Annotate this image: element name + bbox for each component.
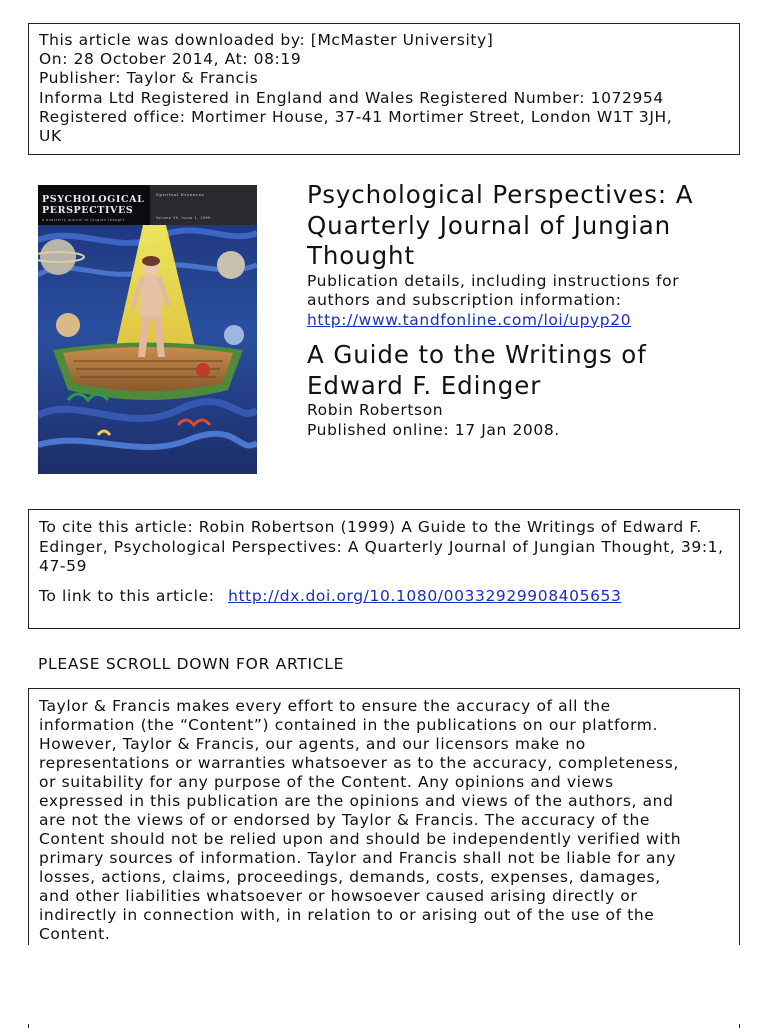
- disclaimer-line: However, Taylor & Francis, our agents, and our licensors make no: [39, 735, 586, 753]
- download-notice-line: Registered office: Mortimer House, 37-41 Mortimer Street, London W1T 3JH,: [39, 107, 673, 126]
- disclaimer-line: Content should not be relied upon and should be independently verified with: [39, 830, 682, 848]
- download-notice-line: On: 28 October 2014, At: 08:19: [39, 50, 302, 69]
- download-notice-line: UK: [39, 127, 62, 146]
- cover-subtitle: a quarterly journal of Jungian thought: [42, 218, 125, 222]
- publication-details-line: authors and subscription information:: [307, 291, 622, 309]
- citation-line: Edinger, Psychological Perspectives: A Quarterly Journal of Jungian Thought, 39:1,: [39, 537, 724, 556]
- citation-line: 47-59: [39, 557, 88, 575]
- scroll-down-note: PLEASE SCROLL DOWN FOR ARTICLE: [38, 655, 345, 673]
- disclaimer-line: and other liabilities whatsoever or howsoever caused arising directly or: [39, 887, 638, 905]
- cover-title-line1: PSYCHOLOGICAL: [42, 194, 145, 205]
- page-bottom-cutoff: [0, 945, 768, 1024]
- disclaimer-line: expressed in this publication are the opinions and views of the authors, and: [39, 792, 674, 810]
- article-title-line: A Guide to the Writings of: [307, 340, 647, 369]
- journal-info: [307, 180, 747, 440]
- disclaimer-line: are not the views of or endorsed by Taylor & Francis. The accuracy of the: [39, 811, 651, 829]
- disclaimer-line: Content.: [39, 925, 111, 943]
- disclaimer-line: Taylor & Francis makes every effort to ensure the accuracy of all the: [39, 697, 611, 715]
- article-title-line: Edward F. Edinger: [307, 370, 542, 400]
- download-notice-line: This article was downloaded by: [McMaster University]: [39, 31, 494, 49]
- journal-title-line: Thought: [307, 241, 415, 270]
- publication-details-line: Publication details, including instructions for: [307, 271, 680, 290]
- journal-cover-image: [38, 185, 257, 474]
- cover-issue-info: Volume 39, Issue 1, 1999: [156, 216, 211, 220]
- citation-box: [28, 509, 740, 629]
- doi-link[interactable]: http://dx.doi.org/10.1080/00332929908405653: [228, 586, 622, 605]
- download-notice-line: Publisher: Taylor & Francis: [39, 69, 259, 88]
- link-label: To link to this article:: [39, 586, 215, 605]
- journal-title-line: Psychological Perspectives: A: [307, 180, 694, 209]
- citation-line: To cite this article: Robin Robertson (1999) A Guide to the Writings of Edward F.: [39, 518, 702, 536]
- cover-issue-label: Spiritual Essences: [156, 192, 205, 197]
- published-date: Published online: 17 Jan 2008.: [307, 420, 560, 439]
- disclaimer-line: primary sources of information. Taylor and Francis shall not be liable for any: [39, 849, 677, 867]
- article-author: Robin Robertson: [307, 401, 444, 419]
- disclaimer-line: information (the “Content”) contained in the publications on our platform.: [39, 716, 659, 734]
- journal-url-link[interactable]: http://www.tandfonline.com/loi/upyp20: [307, 310, 632, 329]
- disclaimer-line: or suitability for any purpose of the Content. Any opinions and views: [39, 773, 614, 791]
- journal-title-line: Quarterly Journal of Jungian: [307, 210, 672, 240]
- disclaimer-line: indirectly in connection with, in relation to or arising out of the use of the: [39, 906, 655, 924]
- download-notice-line: Informa Ltd Registered in England and Wales Registered Number: 1072954: [39, 88, 664, 107]
- cover-title-line2: PERSPECTIVES: [42, 205, 134, 216]
- disclaimer-line: losses, actions, claims, proceedings, demands, costs, expenses, damages,: [39, 868, 661, 886]
- disclaimer-line: representations or warranties whatsoever as to the accuracy, completeness,: [39, 754, 679, 772]
- download-notice-box: [28, 23, 740, 155]
